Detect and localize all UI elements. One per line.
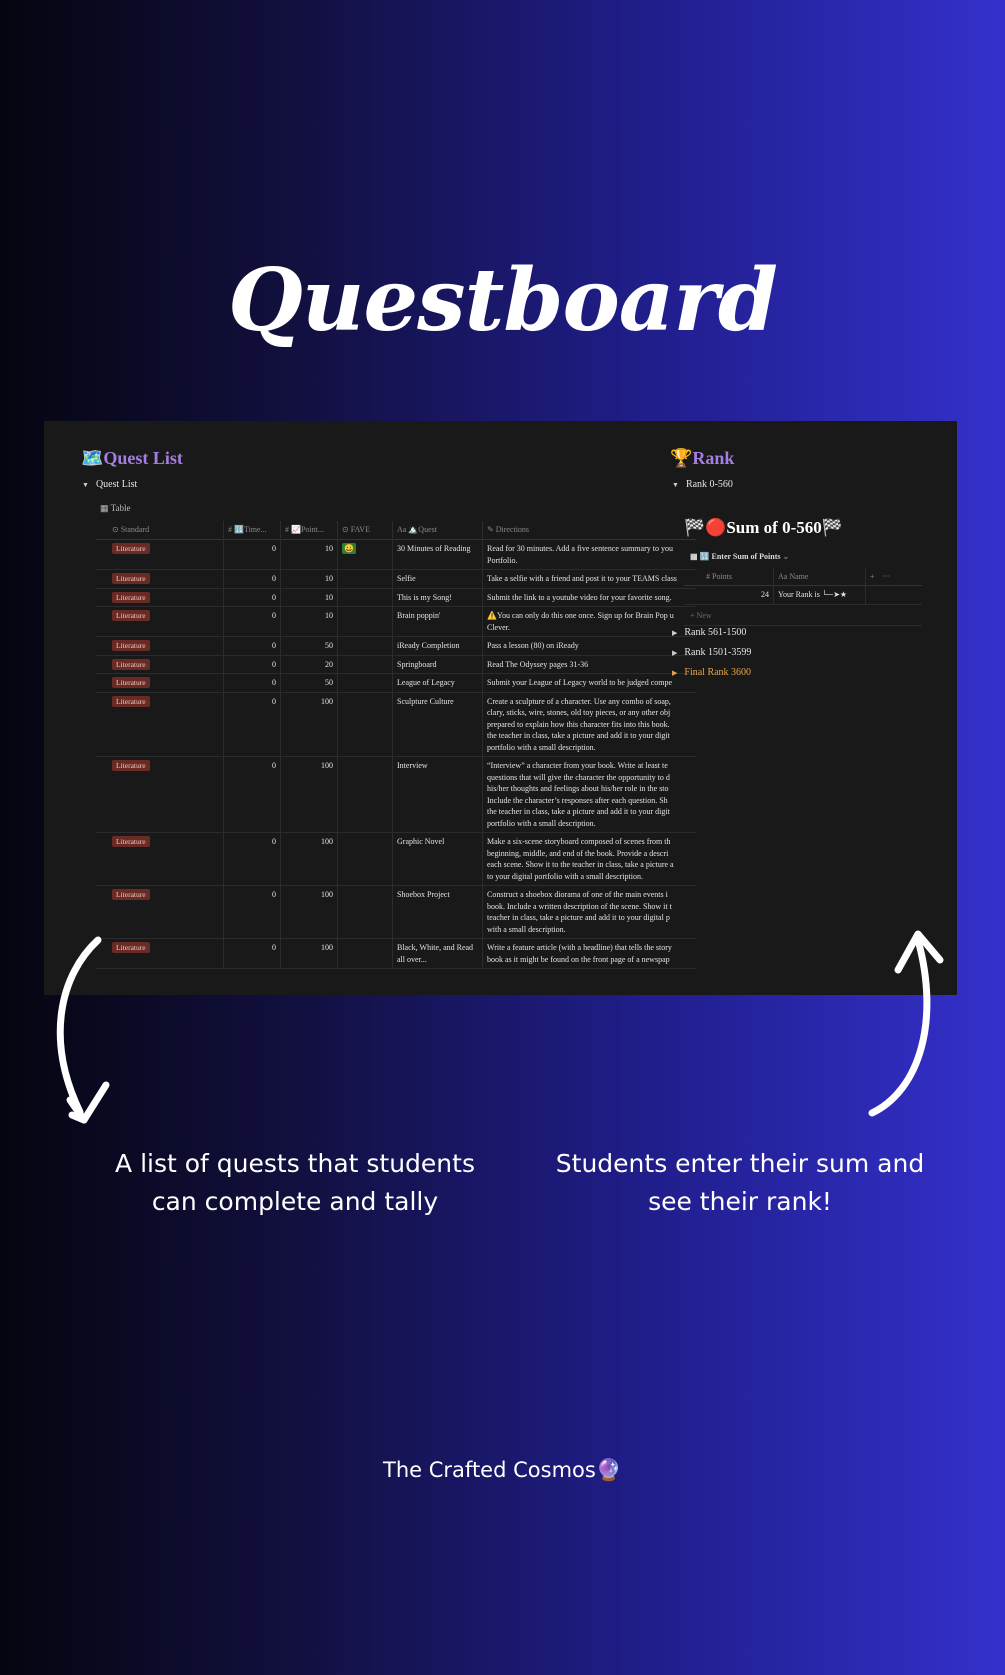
triangle-right-icon: ▶ [672, 649, 678, 657]
quest-name: Black, White, and Read all over... [397, 943, 474, 964]
triangle-right-icon: ▶ [672, 669, 678, 677]
title-icon: Aa [778, 571, 788, 581]
table-row[interactable] [96, 540, 696, 570]
divider [684, 625, 922, 626]
quest-name: Sculpture Culture [397, 696, 454, 706]
quest-cell[interactable] [393, 637, 483, 655]
final-rank-toggle[interactable] [672, 667, 751, 678]
quest-name: Brain poppin' [397, 611, 441, 620]
quest-table-body [96, 540, 696, 969]
chevron-down-icon: ⌄ [782, 552, 790, 561]
standard-cell[interactable] [96, 693, 224, 757]
directions-cell[interactable]: Read The Odyssey pages 31-36 [487, 659, 589, 669]
caption-left [90, 1145, 500, 1221]
column-header-fave[interactable]: ⊙ FAVE [338, 521, 393, 539]
rank-0-560-toggle[interactable] [672, 479, 733, 490]
quest-name: 30 Minutes of Reading [397, 544, 471, 553]
number-icon: # [706, 571, 710, 581]
rank-561-1500-label: Rank 561-1500 [684, 627, 747, 638]
directions-cell[interactable]: Construct a shoebox diorama of one of the main events i book. Include a written description of the scene. Show it t teacher in class, take a picture and add it to your digital p with a small description. [487, 890, 672, 934]
triangle-right-icon: ▶ [672, 629, 678, 637]
column-header-points[interactable]: # 📈Point... [281, 521, 338, 539]
final-rank-label: Final Rank 3600 [684, 667, 752, 678]
directions-cell[interactable]: ⚠️You can only do this one once. Sign up for Brain Pop u Clever. [487, 611, 674, 632]
standard-cell[interactable] [96, 656, 224, 674]
table-row[interactable] [96, 656, 696, 675]
curved-arrow-right-icon [860, 920, 950, 1120]
column-header-standard[interactable]: ⊙ Standard [96, 521, 224, 539]
text-icon: ✎ [487, 524, 494, 534]
table-row[interactable] [96, 589, 696, 608]
table-icon: ▦ [690, 552, 698, 561]
points-cell[interactable]: 10 [281, 607, 338, 636]
standard-cell[interactable] [96, 833, 224, 885]
caption-right-line-1: Students enter their sum and [555, 1149, 925, 1178]
hero-title: Questboard [228, 250, 777, 351]
quest-name: Shoebox Project [397, 890, 450, 899]
table-row[interactable] [96, 570, 696, 589]
times-cell[interactable]: 0 [224, 607, 281, 636]
standard-tag: Literature [112, 640, 150, 651]
rank-title: Rank [692, 448, 735, 468]
standard-tag: Literature [112, 836, 150, 847]
standard-tag: Literature [112, 696, 150, 707]
title-icon: Aa [397, 524, 407, 534]
number-icon: # [228, 524, 232, 534]
directions-cell[interactable]: Read for 30 minutes. Add a five sentence summary to you Portfolio. [487, 544, 673, 565]
fave-cell[interactable] [338, 637, 393, 655]
points-cell[interactable]: 100 [281, 833, 338, 885]
quest-name: This is my Song! [397, 592, 452, 602]
quest-cell[interactable] [393, 607, 483, 636]
quest-name: Graphic Novel [397, 837, 445, 846]
quest-table-header [96, 520, 696, 540]
quest-cell[interactable] [393, 693, 483, 757]
times-cell[interactable]: 0 [224, 570, 281, 588]
notion-screenshot [44, 421, 957, 995]
caption-left-line-1: A list of quests that students [115, 1149, 475, 1178]
rank-row[interactable] [684, 586, 922, 605]
times-cell[interactable]: 0 [224, 589, 281, 607]
quest-name: League of Legacy [397, 678, 455, 687]
fave-cell[interactable] [338, 540, 393, 569]
directions-cell[interactable]: Pass a lesson (80) on iReady [487, 641, 579, 650]
column-header-quest[interactable]: Aa 🏔️Quest [393, 521, 483, 539]
directions-cell[interactable]: Make a six-scene storyboard composed of scenes from th beginning, middle, and end of the book. Provide a descri each scene. Show it to the teacher in class, take a picture a to your digital portfolio with a small description. [487, 837, 674, 881]
points-cell[interactable]: 100 [281, 693, 338, 757]
column-header-points[interactable]: # Points [684, 568, 774, 586]
quest-cell[interactable] [393, 656, 483, 674]
rank-1501-3599-toggle[interactable] [672, 647, 751, 658]
enter-sum-view-tab[interactable] [690, 552, 789, 561]
times-cell[interactable]: 0 [224, 540, 281, 569]
rank-1501-3599-label: Rank 1501-3599 [684, 647, 752, 658]
directions-cell[interactable]: Submit your League of Legacy world to be judged compe [487, 678, 673, 687]
table-row[interactable] [96, 607, 696, 637]
table-row[interactable] [96, 693, 696, 758]
name-cell[interactable]: Your Rank is └─➤★ [774, 586, 866, 604]
caption-left-line-2: can complete and tally [151, 1187, 439, 1216]
rank-table-header [684, 568, 922, 586]
quest-list-heading [81, 448, 183, 469]
fave-cell[interactable] [338, 693, 393, 757]
points-cell[interactable]: 10 [281, 570, 338, 588]
triangle-down-icon: ▼ [82, 481, 89, 489]
directions-cell[interactable]: Take a selfie with a friend and post it to your TEAMS class [487, 574, 677, 583]
rank-table [684, 568, 922, 605]
quest-cell[interactable] [393, 939, 483, 968]
points-cell[interactable]: 20 [281, 656, 338, 674]
times-cell[interactable]: 0 [224, 674, 281, 692]
quest-cell[interactable] [393, 886, 483, 938]
points-cell[interactable]: 10 [281, 589, 338, 607]
fave-cell[interactable] [338, 833, 393, 885]
fave-cell[interactable] [338, 589, 393, 607]
column-header-name[interactable]: Aa Name [774, 568, 866, 586]
times-cell[interactable]: 0 [224, 939, 281, 968]
caption-right-line-2: see their rank! [648, 1187, 832, 1216]
table-view-tab[interactable] [100, 503, 130, 514]
points-cell[interactable]: 50 [281, 674, 338, 692]
quest-cell[interactable] [393, 757, 483, 832]
points-cell[interactable]: 10 [281, 540, 338, 569]
fave-cell[interactable] [338, 570, 393, 588]
standard-cell[interactable] [96, 637, 224, 655]
standard-tag: Literature [112, 760, 150, 771]
enter-sum-view-label: 🔢 Enter Sum of Points [699, 552, 781, 561]
column-header-directions[interactable]: ✎ Directions [487, 524, 530, 534]
table-view-label: Table [110, 503, 131, 513]
table-row[interactable] [96, 939, 696, 969]
table-row[interactable] [96, 833, 696, 886]
quest-list-toggle-label: Quest List [95, 479, 138, 490]
times-cell[interactable]: 0 [224, 656, 281, 674]
points-cell[interactable]: 100 [281, 757, 338, 832]
quest-cell[interactable] [393, 570, 483, 588]
table-icon: ▦ [100, 503, 109, 513]
fave-cell[interactable] [338, 886, 393, 938]
quest-cell[interactable] [393, 589, 483, 607]
times-cell[interactable]: 0 [224, 637, 281, 655]
standard-cell[interactable] [96, 607, 224, 636]
curved-arrow-left-icon [40, 930, 130, 1130]
map-icon: 🗺️ [81, 448, 104, 468]
status-icon: ⊙ [112, 524, 119, 534]
quest-name: Interview [397, 761, 428, 770]
fave-cell[interactable] [338, 757, 393, 832]
fave-cell[interactable] [338, 939, 393, 968]
status-icon: ⊙ [342, 524, 349, 534]
directions-cell[interactable]: Create a sculpture of a character. Use any combo of soap, clary, sticks, wire, stones, old toy pieces, or any other obj prepared to explain how this character fits into this book. the teacher in class, take a picture and add it to your digit portfolio with a small description. [487, 696, 671, 752]
standard-tag: Literature [112, 942, 150, 953]
quest-table [96, 520, 696, 969]
table-row[interactable] [96, 757, 696, 833]
quest-list-toggle[interactable] [82, 479, 137, 490]
standard-cell[interactable] [96, 570, 224, 588]
standard-tag: Literature [112, 543, 150, 554]
column-header-times[interactable]: # 🔢Time... [224, 521, 281, 539]
new-row-button[interactable]: + New [690, 611, 712, 620]
add-column-icon[interactable]: + [870, 571, 875, 581]
number-icon: # [285, 524, 289, 534]
standard-tag: Literature [112, 677, 150, 688]
caption-right [530, 1145, 950, 1221]
times-cell[interactable]: 0 [224, 693, 281, 757]
fave-emoji-icon: 😀 [342, 543, 356, 554]
quest-name: iReady Completion [397, 641, 460, 650]
footer-credit: The Crafted Cosmos🔮 [383, 1458, 622, 1482]
standard-tag: Literature [112, 610, 150, 621]
table-row[interactable] [96, 637, 696, 656]
sum-heading: 🏁🔴Sum of 0-560🏁 [684, 518, 843, 537]
points-cell[interactable]: 50 [281, 637, 338, 655]
standard-tag: Literature [112, 592, 150, 603]
standard-tag: Literature [112, 659, 150, 670]
fave-cell[interactable] [338, 656, 393, 674]
rank-heading [670, 448, 734, 469]
times-cell[interactable]: 0 [224, 833, 281, 885]
standard-cell[interactable] [96, 674, 224, 692]
standard-cell[interactable] [96, 757, 224, 832]
quest-cell[interactable] [393, 833, 483, 885]
directions-cell[interactable]: Write a feature article (with a headline) that tells the story book as it might be found on the front page of a newspap [487, 943, 672, 964]
quest-cell[interactable] [393, 540, 483, 569]
fave-cell[interactable] [338, 607, 393, 636]
quest-cell[interactable] [393, 674, 483, 692]
directions-cell[interactable]: “Interview” a character from your book. Write at least te questions that will give the character the opportunity to d his/her thoughts and feelings about his/her role in the sto Include the character’s responses after each question. Sh the teacher in class, take a picture and add it to your digit portfolio with a small description. [487, 761, 670, 828]
standard-tag: Literature [112, 889, 150, 900]
times-cell[interactable]: 0 [224, 886, 281, 938]
points-cell[interactable]: 24 [684, 586, 774, 604]
fave-cell[interactable] [338, 674, 393, 692]
directions-cell[interactable]: Submit the link to a youtube video for your favorite song. [487, 592, 672, 602]
rank-561-1500-toggle[interactable] [672, 627, 746, 638]
more-icon[interactable]: ··· [882, 571, 891, 581]
quest-name: Selfie [397, 574, 416, 583]
points-cell[interactable]: 100 [281, 939, 338, 968]
table-row[interactable] [96, 886, 696, 939]
triangle-down-icon: ▼ [672, 481, 679, 489]
times-cell[interactable]: 0 [224, 757, 281, 832]
points-cell[interactable]: 100 [281, 886, 338, 938]
trophy-icon: 🏆 [670, 448, 693, 468]
standard-cell[interactable] [96, 540, 224, 569]
rank-0-560-label: Rank 0-560 [685, 479, 733, 490]
quest-name: Springboard [397, 659, 437, 669]
standard-tag: Literature [112, 573, 150, 584]
quest-list-title: Quest List [103, 448, 183, 468]
column-actions [866, 568, 922, 586]
standard-cell[interactable] [96, 589, 224, 607]
table-row[interactable] [96, 674, 696, 693]
empty-cell [866, 586, 922, 604]
